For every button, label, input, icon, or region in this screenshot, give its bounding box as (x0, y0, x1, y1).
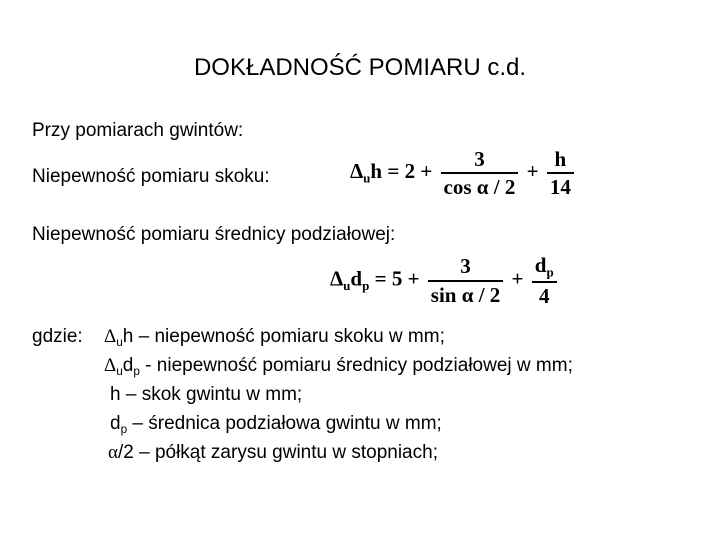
def4-text: – średnica podziałowa gwintu w mm; (127, 413, 442, 434)
formula2 (330, 252, 560, 309)
formula1-var: h (370, 159, 383, 184)
formula2-label: Niepewność pomiaru średnicy podziałowej: (32, 224, 396, 245)
fraction-denominator: 4 (538, 283, 550, 308)
formula2-eq: = 5 + (374, 266, 420, 291)
def4-sub: p (120, 423, 128, 437)
definition-delta-dp (104, 355, 573, 378)
def2-var: d (122, 355, 134, 376)
def2-sub2: p (133, 365, 140, 379)
fraction-denominator: cos α / 2 (443, 175, 516, 200)
delta-symbol: Δ (104, 355, 117, 376)
formula1 (350, 146, 577, 201)
definitions-prefix: gdzie: (32, 326, 83, 347)
formula1-sub-u: u (363, 170, 371, 186)
definition-alpha (108, 442, 438, 464)
fraction-numerator: 3 (441, 146, 519, 174)
def2-text: - niepewność pomiaru średnicy podziałowej w mm; (139, 355, 573, 376)
fraction-numerator (532, 252, 557, 283)
formula2-plus: + (511, 266, 524, 291)
alpha-symbol: α (108, 442, 118, 463)
formula1-plus: + (526, 159, 539, 184)
formula1-fraction1 (441, 146, 519, 201)
def1-sub: u (116, 336, 123, 350)
fraction-denominator: sin α / 2 (430, 282, 501, 307)
formula1-eq: = 2 + (387, 159, 433, 184)
definition-h: h – skok gwintu w mm; (110, 384, 303, 405)
formula2-sub-p: p (362, 277, 370, 293)
fraction-numerator: 3 (428, 253, 504, 281)
definition-delta-h (104, 326, 445, 349)
delta-symbol: Δ (104, 326, 117, 347)
intro-text: Przy pomiarach gwintów: (32, 120, 244, 141)
formula1-label: Niepewność pomiaru skoku: (32, 166, 270, 187)
fraction-num-sub: p (546, 264, 554, 280)
fraction-numerator: h (547, 146, 574, 174)
def1-text: – niepewność pomiaru skoku w mm; (133, 326, 445, 347)
formula2-sub-u: u (343, 277, 351, 293)
formula2-var: d (350, 266, 363, 291)
formula2-fraction1 (428, 253, 504, 308)
fraction-denominator: 14 (549, 175, 571, 200)
formula2-fraction2 (532, 252, 557, 309)
page-title: DOKŁADNOŚĆ POMIARU c.d. (193, 54, 527, 81)
delta-symbol: Δ (350, 159, 364, 184)
fraction-num-var: d (534, 253, 547, 277)
formula1-fraction2 (547, 146, 574, 201)
def5-text: /2 – półkąt zarysu gwintu w stopniach; (117, 442, 438, 463)
delta-symbol: Δ (330, 266, 344, 291)
def1-var: h (122, 326, 134, 347)
def4-var: d (110, 413, 121, 434)
def2-sub: u (116, 365, 123, 379)
definition-dp (110, 413, 442, 436)
